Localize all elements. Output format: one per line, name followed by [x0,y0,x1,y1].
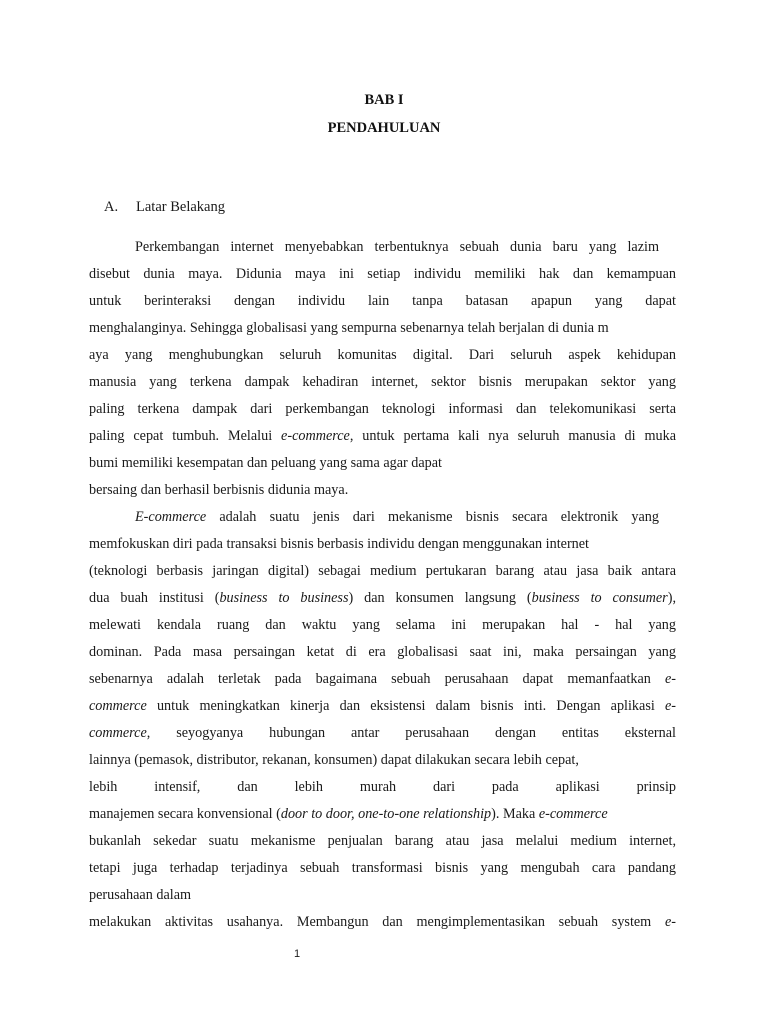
text-segment: melakukan aktivitas usahanya. Membangun dan mengimplementasikan sebuah system [89,914,665,930]
italic-text: e-commerce [281,428,350,444]
text-line [89,427,676,445]
text-line [89,697,676,715]
text-line [89,670,676,688]
section-title: Latar Belakang [136,199,225,215]
text-segment: , untuk pertama kali nya seluruh manusia di muka [349,428,676,444]
text-segment: bersaing dan berhasil berbisnis didunia maya. [89,482,349,498]
text-line [135,508,659,526]
text-line [89,373,676,391]
text-segment: lebih intensif, dan lebih murah dari pada aplikasi prinsip [89,779,676,795]
text-segment: menghalanginya. Sehingga globalisasi yang sempurna sebenarnya telah berjalan di dunia m [89,320,609,336]
text-line [89,805,676,823]
chapter-title: PENDAHULUAN [327,120,441,136]
chapter-heading: BAB I [364,92,404,108]
italic-text: E-commerce [135,509,207,525]
section-number: A. [104,199,119,215]
text-line [89,886,676,904]
italic-text: door to door, one-to-one relationship [280,806,492,822]
text-line [89,265,676,283]
text-segment: tetapi juga terhadap terjadinya sebuah transformasi bisnis yang mengubah cara pandang [89,860,676,876]
text-segment: perusahaan dalam [89,887,192,903]
section-heading [104,199,225,216]
text-line [89,319,676,337]
text-segment: untuk meningkatkan kinerja dan eksistensi dalam bisnis inti. Dengan aplikasi [146,698,665,714]
italic-text: business to consumer [531,590,668,606]
text-segment: sebenarnya adalah terletak pada bagaimana sebuah perusahaan dapat memanfaatkan [89,671,665,687]
text-line [89,724,676,742]
italic-text: business to business [219,590,349,606]
text-line [89,535,676,553]
text-segment: ), [667,590,676,606]
text-segment: lainnya (pemasok, distributor, rekanan, konsumen) dapat dilakukan secara lebih cepat, [89,752,579,768]
text-line [89,859,676,877]
text-segment: memfokuskan diri pada transaksi bisnis berbasis individu dengan menggunakan internet [89,536,589,552]
text-line [89,481,676,499]
text-line [89,643,676,661]
text-segment: paling terkena dampak dari perkembangan teknologi informasi dan telekomunikasi serta [89,401,676,417]
text-line [89,778,676,796]
text-segment: ). Maka [491,806,539,822]
italic-text: commerce [89,725,147,741]
text-segment: bumi memiliki kesempatan dan peluang yang sama agar dapat [89,455,442,471]
text-segment: manusia yang terkena dampak kehadiran internet, sektor bisnis merupakan sektor yang [89,374,676,390]
italic-text: e- [664,698,676,714]
text-segment: disebut dunia maya. Didunia maya ini setiap individu memiliki hak dan kemampuan [89,266,676,282]
italic-text: e-commerce [538,806,608,822]
text-segment: Perkembangan internet menyebabkan terbentuknya sebuah dunia baru yang lazim [135,239,659,255]
text-line [89,913,676,931]
page-number: 1 [293,948,301,960]
text-line [89,751,676,769]
text-segment: manajemen secara konvensional ( [89,806,281,822]
text-segment: bukanlah sekedar suatu mekanisme penjualan barang atau jasa melalui medium internet, [89,833,676,849]
text-line [89,454,676,472]
text-segment: adalah suatu jenis dari mekanisme bisnis secara elektronik yang [206,509,659,525]
text-segment: paling cepat tumbuh. Melalui [89,428,282,444]
text-segment: ) dan konsumen langsung ( [348,590,532,606]
text-line [89,562,676,580]
text-segment: untuk berinteraksi dengan individu lain tanpa batasan apapun yang dapat [89,293,676,309]
text-line [89,346,676,364]
text-segment: aya yang menghubungkan seluruh komunitas digital. Dari seluruh aspek kehidupan [89,347,676,363]
text-line [89,589,676,607]
italic-text: e- [664,671,676,687]
text-line [89,400,676,418]
text-line [89,292,676,310]
text-segment: dua buah institusi ( [89,590,220,606]
text-line [89,616,676,634]
text-segment: melewati kendala ruang dan waktu yang selama ini merupakan hal - hal yang [89,617,676,633]
text-line [89,832,676,850]
text-line [135,238,659,256]
text-segment: dominan. Pada masa persaingan ketat di era globalisasi saat ini, maka persaingan yang [89,644,676,660]
text-segment: , seyogyanya hubungan antar perusahaan dengan entitas eksternal [146,725,676,741]
italic-text: commerce [89,698,147,714]
italic-text: e- [664,914,676,930]
text-segment: (teknologi berbasis jaringan digital) sebagai medium pertukaran barang atau jasa baik antara [89,563,676,579]
